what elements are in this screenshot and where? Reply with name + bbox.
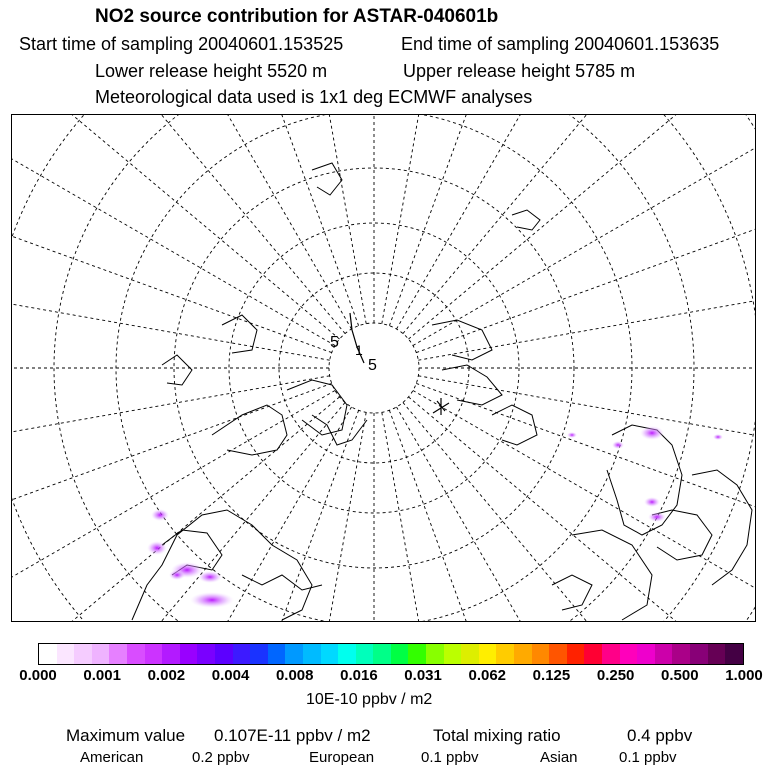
color-scale-segment <box>373 644 391 664</box>
region-asian-name: Asian <box>540 749 578 766</box>
color-scale-segment <box>690 644 708 664</box>
meridian-line <box>397 407 757 622</box>
color-scale-segment <box>338 644 356 664</box>
meridian-line <box>12 115 345 334</box>
coastline <box>572 530 652 620</box>
color-scale-segment <box>426 644 444 664</box>
coastline <box>162 355 192 385</box>
color-scale-segment <box>250 644 268 664</box>
concentration-patch <box>713 434 723 440</box>
color-scale-tick-label: 0.500 <box>661 667 699 684</box>
color-scale-tick-label: 0.008 <box>275 667 314 684</box>
coastlines <box>132 163 752 620</box>
color-scale-segment <box>197 644 215 664</box>
region-american-value: 0.2 ppbv <box>192 749 250 766</box>
color-scale-tick-label: 0.062 <box>468 667 507 684</box>
region-american-name: American <box>80 749 144 766</box>
meridian-line <box>408 115 756 339</box>
coastline <box>212 405 287 455</box>
coastline <box>287 380 347 435</box>
color-scale-segment <box>672 644 690 664</box>
meridian-line <box>397 115 757 329</box>
meridian-line <box>12 383 332 622</box>
color-scale-segment <box>233 644 251 664</box>
color-scale-tick-label: 0.001 <box>83 667 121 684</box>
color-scale-tick-label: 0.004 <box>211 667 250 684</box>
graticule-lines <box>12 115 756 622</box>
color-scale-segment <box>479 644 497 664</box>
region-european-name: European <box>309 749 375 766</box>
track-label-2: 1 <box>355 342 363 358</box>
color-scale-segment <box>285 644 303 664</box>
color-scale-tick-label: 0.031 <box>404 667 442 684</box>
color-scale-segment <box>74 644 92 664</box>
sampling-track <box>330 313 449 415</box>
latitude-circle <box>12 115 756 622</box>
color-scale-segment <box>162 644 180 664</box>
meridian-line <box>12 402 345 622</box>
meridian-line <box>12 115 340 339</box>
color-scale-segment <box>567 644 585 664</box>
color-scale-segment <box>532 644 550 664</box>
color-scale-tick-label: 0.250 <box>596 667 635 684</box>
coastline <box>312 163 342 195</box>
upper-height-text: Upper release height 5785 m <box>403 61 636 81</box>
concentration-patch <box>648 512 666 522</box>
color-scale-tick-label: 0.125 <box>532 667 571 684</box>
meridian-line <box>12 115 335 346</box>
meridian-line <box>408 397 756 622</box>
start-time-text: Start time of sampling 20040601.153525 <box>19 34 344 54</box>
color-scale-segment <box>109 644 127 664</box>
color-scale-segment <box>444 644 462 664</box>
color-scale-segment <box>391 644 409 664</box>
color-scale-segment <box>57 644 75 664</box>
coastline <box>222 315 257 353</box>
meridian-line <box>66 115 358 326</box>
coastline <box>312 415 367 445</box>
concentration-patch <box>169 570 185 580</box>
meridian-line <box>382 412 530 622</box>
color-scale-segment <box>268 644 286 664</box>
meridian-line <box>66 410 358 622</box>
color-scale-segment <box>496 644 514 664</box>
color-scale-segment <box>655 644 673 664</box>
color-scale-segment <box>321 644 339 664</box>
region-asian-value: 0.1 ppbv <box>619 749 677 766</box>
end-time-text: End time of sampling 20040601.153635 <box>401 34 720 54</box>
meridian-line <box>403 402 756 622</box>
meridian-line <box>413 115 756 346</box>
meridian-line <box>413 391 756 623</box>
color-scale-segment <box>127 644 145 664</box>
color-scale-units: 10E-10 ppbv / m2 <box>306 691 433 708</box>
color-scale-segment <box>145 644 163 664</box>
map-canvas <box>12 115 756 622</box>
total-mixing-label: Total mixing ratio <box>433 726 561 745</box>
region-european-value: 0.1 ppbv <box>421 749 479 766</box>
concentration-patch <box>198 571 222 583</box>
concentration-patch <box>151 509 169 521</box>
concentration-patch <box>640 426 664 440</box>
color-scale-segment <box>602 644 620 664</box>
met-data-text: Meteorological data used is 1x1 deg ECMWF analyses <box>95 87 533 107</box>
total-mixing-value: 0.4 ppbv <box>627 726 693 745</box>
color-scale-segment <box>461 644 479 664</box>
color-scale-segment <box>39 644 57 664</box>
lower-height-text: Lower release height 5520 m <box>95 61 328 81</box>
meridian-line <box>12 115 332 353</box>
meridian-line <box>416 115 756 353</box>
concentration-patch <box>147 541 167 555</box>
concentration-patches <box>147 426 723 608</box>
color-scale-tick-label: 1.000 <box>725 667 763 684</box>
color-scale-segment <box>408 644 426 664</box>
meridian-line <box>12 376 330 524</box>
color-scale-tick-label: 0.002 <box>147 667 186 684</box>
concentration-patch <box>567 432 577 438</box>
color-scale-tick-label: 0.000 <box>19 667 57 684</box>
color-scale-segment <box>92 644 110 664</box>
meridian-line <box>12 397 340 622</box>
color-scale-segment <box>637 644 655 664</box>
color-scale-segment <box>303 644 321 664</box>
color-scale-segment <box>708 644 726 664</box>
meridian-line <box>12 407 352 622</box>
meridian-line <box>218 115 366 324</box>
max-value-label: Maximum value <box>66 726 186 745</box>
color-scale-segment <box>514 644 532 664</box>
meridian-line <box>403 115 756 334</box>
color-scale-segment <box>549 644 567 664</box>
meridian-line <box>416 383 756 622</box>
color-scale-segment <box>180 644 198 664</box>
meridian-line <box>418 376 756 524</box>
color-scale-segment <box>215 644 233 664</box>
color-scale-segment <box>356 644 374 664</box>
color-scale-bar <box>38 643 744 665</box>
max-value: 0.107E-11 ppbv / m2 <box>214 726 371 745</box>
concentration-patch <box>612 441 624 449</box>
meridian-line <box>12 115 352 329</box>
meridian-line <box>218 412 366 622</box>
meridian-line <box>418 212 756 360</box>
color-scale-segment <box>725 644 743 664</box>
track-label-1: 5 <box>330 334 339 351</box>
map-frame <box>11 114 756 622</box>
coastline <box>552 575 592 610</box>
color-scale-segment <box>584 644 602 664</box>
latitude-circle <box>12 115 756 622</box>
page-title: NO2 source contribution for ASTAR-040601b <box>95 6 499 27</box>
concentration-patch <box>190 592 234 608</box>
color-scale-segment <box>620 644 638 664</box>
meridian-line <box>12 212 330 360</box>
color-scale-tick-label: 0.016 <box>340 667 378 684</box>
concentration-patch <box>644 497 660 507</box>
meridian-line <box>12 391 335 623</box>
coastline <box>692 470 752 585</box>
coastline <box>432 320 492 360</box>
track-label-3: 5 <box>368 357 377 374</box>
